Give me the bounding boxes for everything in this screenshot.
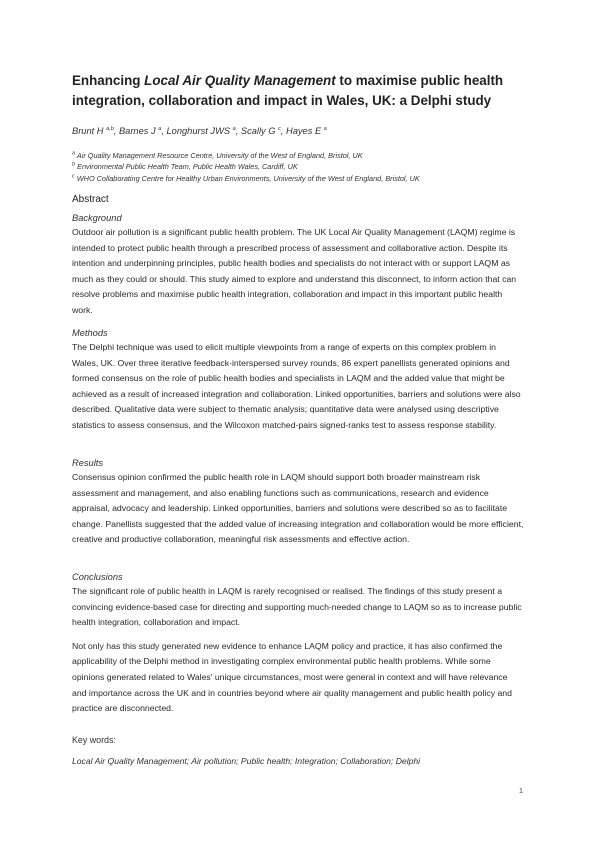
author: Hayes E $^a$ [286,125,327,136]
methods-text: The Delphi technique was used to elicit multiple viewpoints from a range of experts on this complex problem in Wales, UK. Over three iterative feedback-interspersed survey rounds, 86 expert panellists generated opinions and formed consensus on the role of public health bodies and specialists in LAQM and the added value that might be achieved as a result of increased integration and collaboration. Linked opportunities, barriers and solutions were also described. Qualitative data were subject to thematic analysis; quantitative data were analysed using descriptive statistics to assess consensus, and the Wilcoxon matched-pairs signed-ranks test to assess response stability. [72,342,521,430]
author: Brunt H $^{a,b}$, [72,125,119,136]
author: Longhurst JWS $^a$, [166,125,241,136]
affiliation-item: $^c$ WHO Collaborating Centre for Healthy Urban Environments, University of the West of England, Bristol, UK [72,173,420,183]
conclusions-section [72,571,524,717]
author: Barnes J $^a$, [118,125,167,136]
affiliations [72,150,420,184]
title-text-start: Enhancing [72,73,145,88]
results-heading: Results [72,458,104,468]
methods-section [72,327,524,434]
conclusions-heading: Conclusions [72,572,123,582]
abstract-heading: Abstract [72,194,109,205]
background-heading: Background [72,213,122,223]
methods-heading: Methods [72,328,108,338]
keywords-heading: Key words: [72,735,116,745]
conclusions-text: The significant role of public health in LAQM is rarely recognised or realised. The findings of this study present a convincing evidence-based case for directing and supporting much-needed change to LAQM so as to increase public health integration, collaboration and impact. [72,586,522,628]
paper-title [72,71,532,110]
keywords-list: Local Air Quality Management; Air pollution; Public health; Integration; Collaboration; Delphi [72,756,421,766]
results-text: Consensus opinion confirmed the public health role in LAQM should support both broader mainstream risk assessment and management, and also enabling functions such as communications, research and evidence appraisal, advocacy and leadership. Linked opportunities, barriers and solutions were described so as to facilitate change. Panellists suggested that the added value of increasing integration and collaboration would be more efficient, creative and productive collaboration, meaningful risk assessments and effective action. [72,472,524,545]
title-text-end: to maximise public health integration, collaboration and impact in Wales, UK: a Delphi study [72,73,504,108]
author: Scally G $^c$, [240,125,287,136]
title-text-italic: Local Air Quality Management [144,73,336,88]
author-list [72,126,327,136]
background-section [72,212,524,319]
background-text: Outdoor air pollution is a significant public health problem. The UK Local Air Quality Management (LAQM) regime is intended to protect public health through a prescribed process of assessment and collaborative action. Despite its intention and underpinning principles, public health bodies and specialists do not interact with or support LAQM as much as they could or should. This study aimed to explore and understand this disconnect, to inform action that can resolve problems and maximise public health integration, collaboration and impact in this important public health work. [72,227,517,315]
results-section [72,457,524,548]
affiliation-item: $^b$ Environmental Public Health Team, Public Health Wales, Cardiff, UK [72,161,298,172]
conclusions-text-2: Not only has this study generated new evidence to enhance LAQM policy and practice, it has also confirmed the applicability of the Delphi method in investigating complex environmental public health problems. While some opinions generated related to Wales' unique circumstances, most were general in context and will have relevance and importance across the UK and in countries beyond where air quality management and public health policy and practice are disconnected. [72,640,512,714]
affiliation-item: $^a$ Air Quality Management Resource Centre, University of the West of England, Bristol, UK [72,150,363,160]
page-number: 1 [518,786,523,795]
